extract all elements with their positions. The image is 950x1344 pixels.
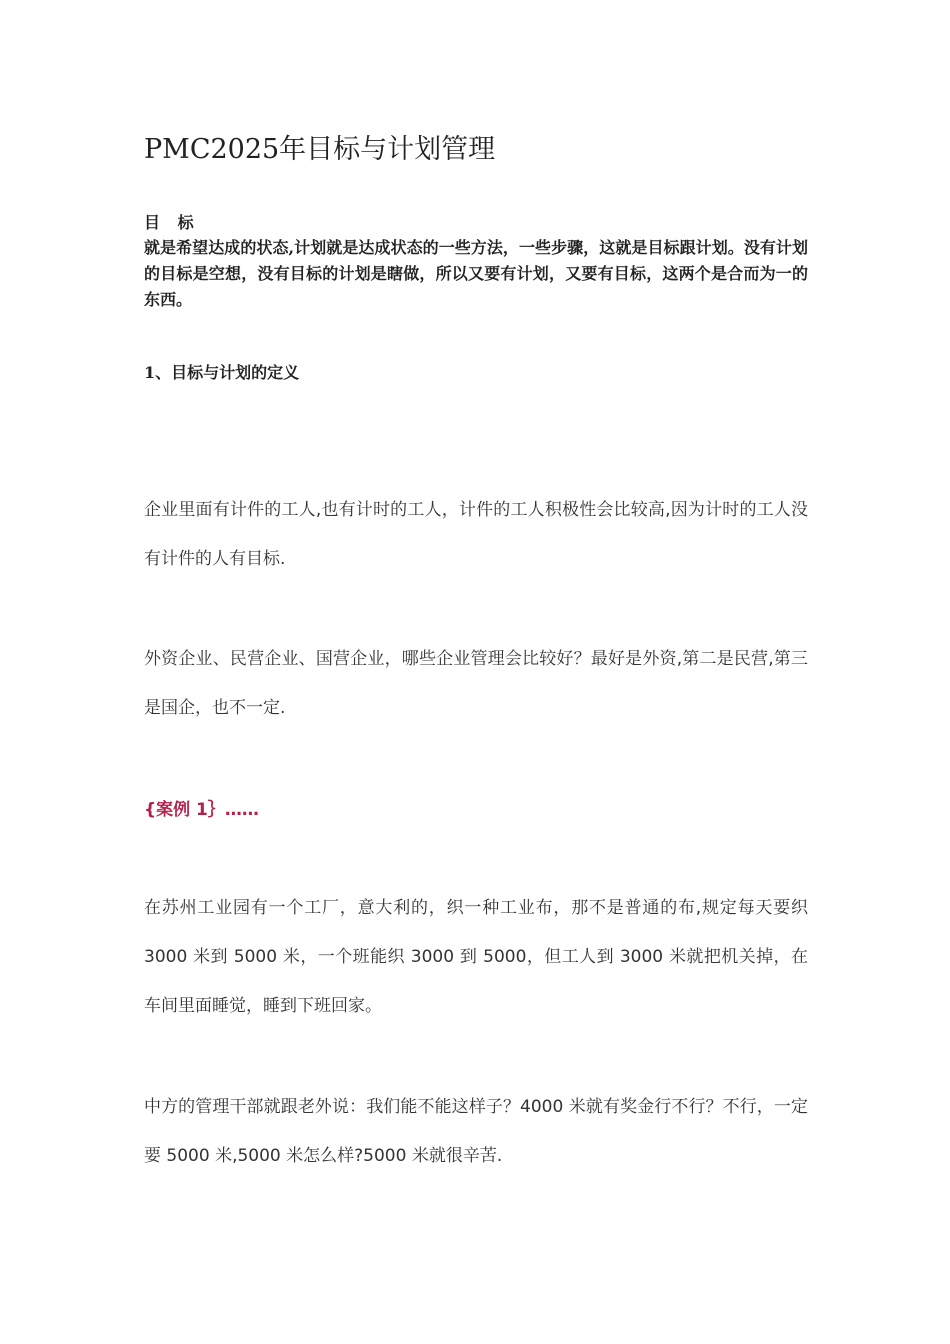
paragraph-piecework: 企业里面有计件的工人,也有计时的工人，计件的工人积极性会比较高,因为计时的工人没有计件的人有目标. xyxy=(144,500,808,569)
intro-body: 就是希望达成的状态,计划就是达成状态的一些方法，一些步骤，这就是目标跟计划。没有计划的目标是空想，没有目标的计划是瞎做，所以又要有计划，又要有目标，这两个是合而为一的东西。 xyxy=(144,238,808,309)
paragraph-case-factory: 在苏州工业园有一个工厂，意大利的，织一种工业布，那不是普通的布,规定每天要织 3000 米到 5000 米，一个班能织 3000 到 5000，但工人到 3000 米就把机关掉，在车间里面睡觉，睡到下班回家。 xyxy=(144,898,808,1016)
section-heading: 1、目标与计划的定义 xyxy=(144,363,300,382)
document-title: PMC2025年目标与计划管理 xyxy=(144,134,496,165)
paragraph-case-bonus: 中方的管理干部就跟老外说：我们能不能这样子？4000 米就有奖金行不行？不行，一定要 5000 米,5000 米怎么样?5000 米就很辛苦. xyxy=(144,1097,808,1166)
case-heading: {案例 1｝…… xyxy=(144,800,259,820)
intro-label: 目 标 xyxy=(144,213,200,232)
paragraph-enterprise-types: 外资企业、民营企业、国营企业，哪些企业管理会比较好？最好是外资,第二是民营,第三是国企，也不一定. xyxy=(144,649,808,718)
